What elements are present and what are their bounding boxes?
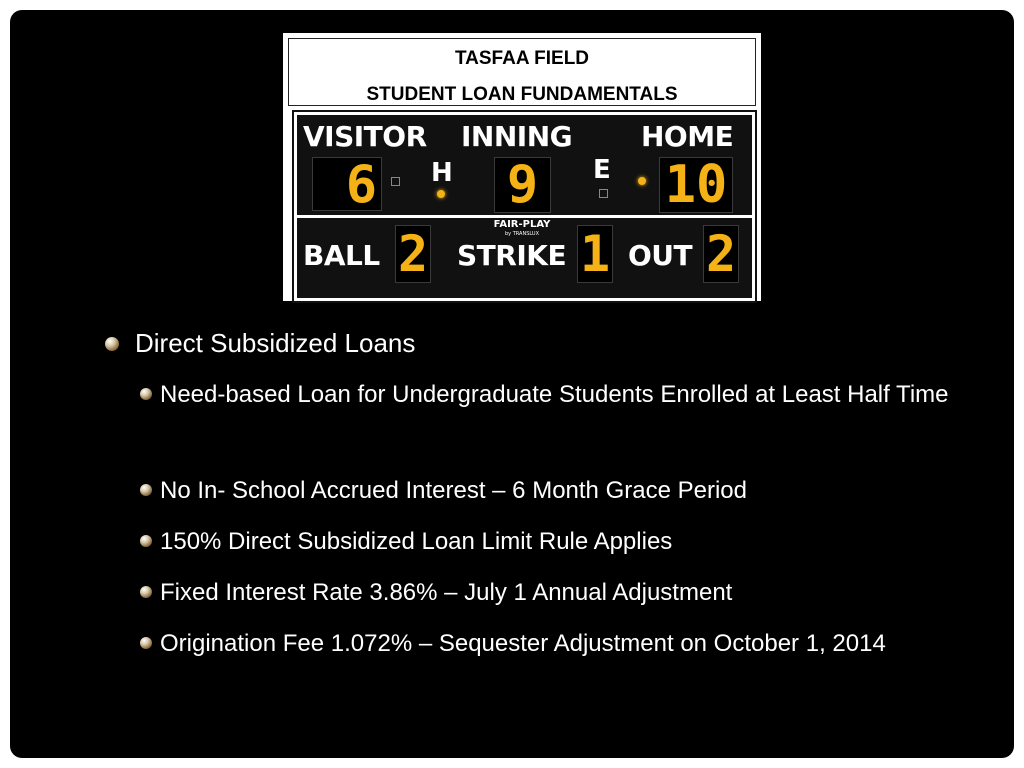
bullet-content <box>10 10 1014 758</box>
bullet-ball-icon <box>140 535 152 547</box>
ball-label: BALL <box>303 239 380 272</box>
list-item-text: 150% Direct Subsidized Loan Limit Rule Applies <box>160 528 673 555</box>
list-item-text: No In- School Accrued Interest – 6 Month Grace Period <box>160 477 747 504</box>
inning-label: INNING <box>461 120 573 153</box>
bullet-ball-icon <box>140 637 152 649</box>
ball-count: 2 <box>395 225 431 283</box>
strike-count: 1 <box>577 225 613 283</box>
out-count: 2 <box>703 225 739 283</box>
inning-number: 9 <box>494 157 551 213</box>
strike-label: STRIKE <box>457 239 567 272</box>
home-label: HOME <box>641 120 734 153</box>
errors-label: E <box>593 155 611 185</box>
list-item-text: Fixed Interest Rate 3.86% – July 1 Annual Adjustment <box>160 579 733 606</box>
out-label: OUT <box>628 239 693 272</box>
brand-name: FAIR-PLAY <box>493 219 551 230</box>
list-item-text: Origination Fee 1.072% – Sequester Adjustment on October 1, 2014 <box>160 630 886 657</box>
slide <box>10 10 1014 758</box>
list-item-text: Need-based Loan for Undergraduate Students Enrolled at Least Half Time <box>160 381 949 408</box>
home-score: 10 <box>659 157 733 213</box>
title-line-1: TASFAA FIELD <box>454 48 590 69</box>
bullet-ball-icon <box>140 484 152 496</box>
title-line-2: STUDENT LOAN FUNDAMENTALS <box>366 84 678 105</box>
main-bullet-text: Direct Subsidized Loans <box>135 328 416 358</box>
bullet-ball-icon <box>140 586 152 598</box>
visitor-label: VISITOR <box>303 120 427 153</box>
bullet-ball-icon <box>105 337 119 351</box>
hits-label: H <box>431 158 453 188</box>
brand-sub: by TRANSLUX <box>504 231 539 237</box>
bullet-ball-icon <box>140 388 152 400</box>
visitor-score: 6 <box>312 157 382 211</box>
